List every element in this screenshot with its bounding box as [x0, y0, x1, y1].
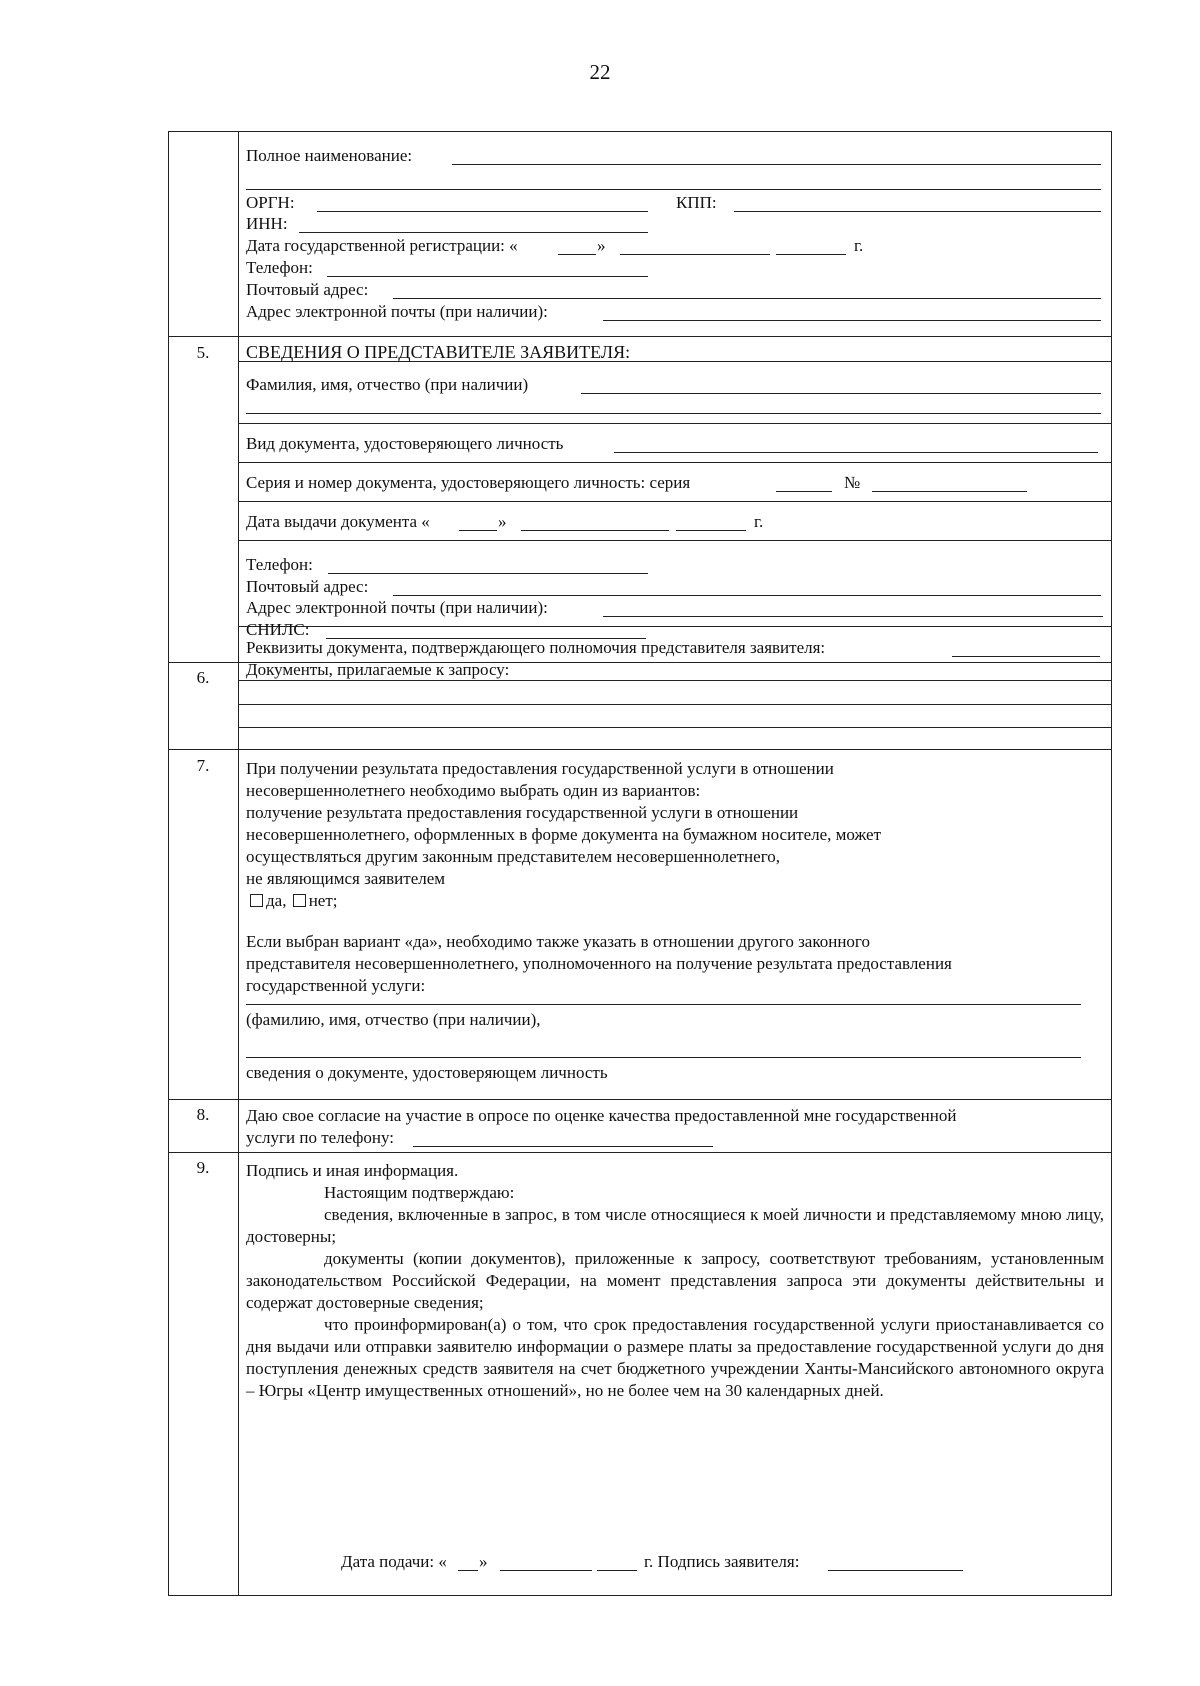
- if-yes-line: Если выбран вариант «да», необходимо также указать в отношении другого законного: [246, 932, 870, 951]
- confirm-heading: Настоящим подтверждаю:: [324, 1183, 515, 1202]
- minor-text-line: несовершеннолетнего необходимо выбрать один из вариантов:: [246, 781, 701, 800]
- inn-field[interactable]: [299, 232, 648, 233]
- subrow-separator: [238, 423, 1112, 424]
- submit-date-day-field[interactable]: [458, 1570, 478, 1571]
- section-number: 7.: [196, 756, 210, 775]
- authority-doc-label: Реквизиты документа, подтверждающего полномочия представителя заявителя:: [246, 638, 826, 657]
- full-name-field[interactable]: [452, 164, 1101, 165]
- submit-date-quote: »: [479, 1552, 488, 1571]
- survey-phone-field[interactable]: [413, 1146, 713, 1147]
- issue-date-label: Дата выдачи документа «: [246, 512, 430, 531]
- if-yes-line: представителя несовершеннолетнего, уполномоченного на получение результата предоставления: [246, 954, 952, 973]
- confirm-paragraph-2: документы (копии документов), приложенные к запросу, соответствуют требованиям, установленным законодательством Российской Федерации, на момент представления запроса эти документы действительны и содержат достоверные сведения;: [246, 1249, 1104, 1312]
- representative-fio-field[interactable]: [581, 393, 1101, 394]
- reg-date-month-field[interactable]: [620, 254, 770, 255]
- full-name-label: Полное наименование:: [246, 146, 413, 165]
- minor-text-line: осуществляться другим законным представителем несовершеннолетнего,: [246, 847, 780, 866]
- if-yes-text: [246, 931, 1104, 997]
- survey-consent-line1: Даю свое согласие на участие в опросе по оценке качества предоставленной мне государственной: [246, 1106, 957, 1125]
- yes-no-options: [246, 890, 1104, 912]
- section-number: 6.: [196, 668, 210, 687]
- kpp-field[interactable]: [734, 211, 1101, 212]
- inn-label: ИНН:: [246, 214, 288, 233]
- attached-documents-title: Документы, прилагаемые к запросу:: [246, 660, 510, 679]
- email-field[interactable]: [603, 320, 1101, 321]
- table-border-right: [1111, 131, 1112, 1596]
- doc-series-field[interactable]: [776, 491, 832, 492]
- issue-date-month-field[interactable]: [521, 530, 669, 531]
- subrow-separator: [238, 704, 1112, 705]
- submit-date-month-field[interactable]: [500, 1570, 592, 1571]
- ogrn-field[interactable]: [317, 211, 648, 212]
- representative-section-title: СВЕДЕНИЯ О ПРЕДСТАВИТЕЛЕ ЗАЯВИТЕЛЯ:: [246, 342, 631, 362]
- page-number: 22: [589, 60, 611, 84]
- reg-date-quote: »: [597, 236, 606, 255]
- year-and-signature-label: г. Подпись заявителя:: [644, 1552, 800, 1571]
- representative-phone-label: Телефон:: [246, 555, 313, 574]
- no-label: нет;: [308, 891, 338, 910]
- representative-fio-field-line2[interactable]: [246, 413, 1101, 414]
- fio-caption: (фамилию, имя, отчество (при наличии),: [246, 1010, 541, 1029]
- representative-email-field[interactable]: [603, 616, 1103, 617]
- survey-consent-line2: услуги по телефону:: [246, 1128, 395, 1147]
- doc-type-label: Вид документа, удостоверяющего личность: [246, 434, 564, 453]
- table-column-divider: [238, 131, 239, 1596]
- email-label: Адрес электронной почты (при наличии):: [246, 302, 548, 321]
- doc-caption: сведения о документе, удостоверяющем личность: [246, 1063, 608, 1082]
- subrow-separator: [238, 540, 1112, 541]
- section-number: 5.: [196, 343, 210, 362]
- representative-postal-label: Почтовый адрес:: [246, 577, 369, 596]
- application-form: [168, 131, 1112, 1596]
- subrow-separator: [238, 727, 1112, 728]
- no-checkbox[interactable]: [293, 894, 306, 907]
- minor-text-line: несовершеннолетнего, оформленных в форме документа на бумажном носителе, может: [246, 825, 882, 844]
- if-yes-line: государственной услуги:: [246, 976, 426, 995]
- phone-field[interactable]: [327, 276, 648, 277]
- reg-date-year-field[interactable]: [776, 254, 846, 255]
- confirm-paragraph-3: что проинформирован(а) о том, что срок предоставления государственной услуги приостанавливается со дня выдачи или отправки заявителю информации о размере платы за предоставление государственной услуги до дня поступления денежных средств заявителя на счет бюджетного учреждении Ханты-Мансийского автономного округа – Югры «Центр имущественных отношений», но не более чем на 30 календарных дней.: [246, 1315, 1104, 1400]
- other-representative-doc-field[interactable]: [246, 1057, 1081, 1058]
- issue-date-year-field[interactable]: [676, 530, 746, 531]
- reg-date-label: Дата государственной регистрации: «: [246, 236, 518, 255]
- row-separator: [168, 1152, 1112, 1153]
- row-separator: [168, 336, 1112, 337]
- postal-address-field[interactable]: [393, 298, 1101, 299]
- section-number: 9.: [196, 1158, 210, 1177]
- submit-date-year-field[interactable]: [597, 1570, 637, 1571]
- year-suffix: г.: [854, 236, 864, 255]
- doc-series-label: Серия и номер документа, удостоверяющего личность: серия: [246, 473, 691, 492]
- doc-number-sign: №: [844, 473, 861, 492]
- snils-label: СНИЛС:: [246, 620, 310, 639]
- issue-date-day-field[interactable]: [459, 530, 497, 531]
- doc-type-field[interactable]: [614, 452, 1098, 453]
- authority-doc-field[interactable]: [952, 656, 1100, 657]
- confirm-paragraph-1: сведения, включенные в запрос, в том числе относящиеся к моей личности и представляемому мною лицу, достоверны;: [246, 1205, 1104, 1246]
- minor-text-line: не являющимся заявителем: [246, 869, 446, 888]
- submit-date-label: Дата подачи: «: [341, 1552, 447, 1571]
- kpp-label: КПП:: [676, 193, 717, 212]
- yes-label: да,: [266, 891, 287, 910]
- other-representative-fio-field[interactable]: [246, 1004, 1081, 1005]
- subrow-separator: [238, 626, 1112, 627]
- representative-email-label: Адрес электронной почты (при наличии):: [246, 598, 548, 617]
- doc-number-field[interactable]: [872, 491, 1027, 492]
- subrow-separator: [238, 501, 1112, 502]
- issue-date-quote: »: [498, 512, 507, 531]
- postal-address-label: Почтовый адрес:: [246, 280, 369, 299]
- ogrn-label: ОРГН:: [246, 193, 295, 212]
- row-separator: [168, 1099, 1112, 1100]
- row-separator: [168, 1595, 1112, 1596]
- representative-fio-label: Фамилия, имя, отчество (при наличии): [246, 375, 529, 394]
- signature-section-title: Подпись и иная информация.: [246, 1161, 459, 1180]
- applicant-signature-field[interactable]: [828, 1570, 963, 1571]
- row-separator: [168, 131, 1112, 132]
- reg-date-day-field[interactable]: [558, 254, 596, 255]
- minor-text-line: получение результата предоставления государственной услуги в отношении: [246, 803, 799, 822]
- representative-phone-field[interactable]: [328, 573, 648, 574]
- minor-option-text: [246, 758, 1104, 912]
- representative-postal-field[interactable]: [393, 595, 1101, 596]
- section-number: 8.: [196, 1105, 210, 1124]
- phone-label: Телефон:: [246, 258, 313, 277]
- subrow-separator: [238, 462, 1112, 463]
- minor-text-line: При получении результата предоставления государственной услуги в отношении: [246, 759, 834, 778]
- year-suffix: г.: [754, 512, 764, 531]
- full-name-field-line2[interactable]: [246, 189, 1101, 190]
- row-separator: [168, 749, 1112, 750]
- yes-checkbox[interactable]: [250, 894, 263, 907]
